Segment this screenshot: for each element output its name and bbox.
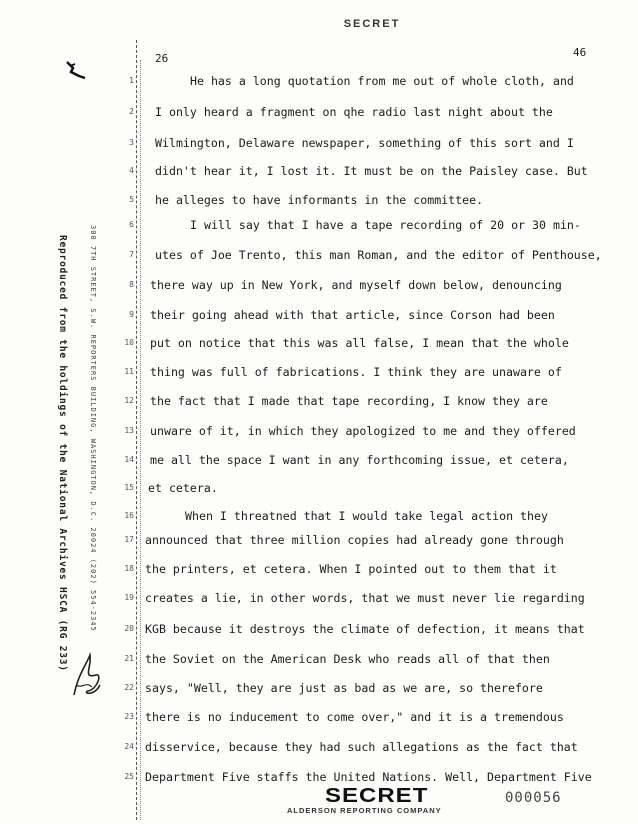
- line-number: 15: [124, 483, 134, 492]
- line-number: 6: [129, 220, 134, 229]
- page-number: 46: [573, 46, 587, 59]
- transcript-line: put on notice that this was all false, I mean that the whole: [150, 336, 569, 350]
- line-number: 17: [124, 535, 134, 544]
- transcript-line: there way up in New York, and myself down below, denouncing: [150, 278, 562, 292]
- line-number: 16: [124, 511, 134, 520]
- transcript-line: me all the space I want in any forthcoming issue, et cetera,: [150, 453, 569, 467]
- line-number: 11: [124, 367, 134, 376]
- transcript-line: thing was full of fabrications. I think they are unaware of: [150, 365, 562, 379]
- transcript-line: their going ahead with that article, since Corson had been: [150, 308, 555, 322]
- transcript-line: unware of it, in which they apologized to me and they offered: [150, 424, 576, 438]
- transcript-line: I only heard a fragment on qhe radio last night about the: [155, 105, 553, 119]
- pen-mark-icon: [65, 58, 87, 80]
- transcript-line: the printers, et cetera. When I pointed out to them that it: [145, 562, 557, 576]
- page-label: 26: [155, 52, 169, 65]
- margin-rule: [136, 40, 137, 820]
- transcript-line: et cetera.: [148, 481, 218, 495]
- line-number: 25: [124, 772, 134, 781]
- transcript-line: Department Five staffs the United Nations. Well, Department Five: [145, 770, 592, 784]
- handwritten-signature: [68, 645, 108, 705]
- line-number: 23: [124, 712, 134, 721]
- line-number: 21: [124, 654, 134, 663]
- archive-provenance-note: Reproduced from the holdings of the National Archives HSCA (RG 233): [57, 235, 68, 672]
- line-number: 19: [124, 593, 134, 602]
- margin-rule-dotted: [140, 60, 141, 820]
- transcript-line: He has a long quotation from me out of whole cloth, and: [190, 74, 574, 88]
- line-number: 9: [129, 310, 134, 319]
- transcript-line: creates a lie, in other words, that we must never lie regarding: [145, 591, 585, 605]
- line-number: 1: [129, 76, 134, 85]
- transcript-line: KGB because it destroys the climate of defection, it means that: [145, 622, 585, 636]
- transcript-line: utes of Joe Trento, this man Roman, and the editor of Penthouse,: [155, 248, 602, 262]
- line-number: 3: [129, 138, 134, 147]
- transcript-line: disservice, because they had such allegations as the fact that: [145, 740, 578, 754]
- line-number: 10: [124, 338, 134, 347]
- reporter-company: ALDERSON REPORTING COMPANY: [287, 806, 442, 815]
- line-number: 8: [129, 280, 134, 289]
- secret-stamp: SECRET: [325, 784, 429, 808]
- reporter-address: 300 7TH STREET, S.W. REPORTERS BUILDING, WASHINGTON, D.C. 20024 (202) 554-2345: [89, 225, 97, 632]
- line-number: 22: [124, 683, 134, 692]
- transcript-line: there is no inducement to come over," and it is a tremendous: [145, 710, 564, 724]
- line-number: 4: [129, 166, 134, 175]
- line-number: 2: [129, 107, 134, 116]
- transcript-line: Wilmington, Delaware newspaper, something of this sort and I: [155, 136, 574, 150]
- transcript-line: announced that three million copies had already gone through: [145, 533, 564, 547]
- transcript-line: I will say that I have a tape recording of 20 or 30 min-: [190, 218, 581, 232]
- transcript-line: didn't hear it, I lost it. It must be on the Paisley case. But: [155, 164, 588, 178]
- line-number: 7: [129, 250, 134, 259]
- line-number: 24: [124, 742, 134, 751]
- transcript-line: the fact that I made that tape recording, I know they are: [150, 394, 548, 408]
- transcript-line: the Soviet on the American Desk who reads all of that then: [145, 652, 550, 666]
- line-number: 14: [124, 455, 134, 464]
- line-number: 5: [129, 195, 134, 204]
- line-number: 18: [124, 564, 134, 573]
- line-number: 13: [124, 426, 134, 435]
- transcript-line: says, "Well, they are just as bad as we are, so therefore: [145, 681, 543, 695]
- top-classification-stamp: SECRET: [343, 18, 401, 30]
- transcript-line: When I threatned that I would take legal action they: [185, 509, 548, 523]
- transcript-line: he alleges to have informants in the committee.: [155, 193, 484, 207]
- line-number: 12: [124, 396, 134, 405]
- line-number: 20: [124, 624, 134, 633]
- document-id: 000056: [505, 790, 562, 806]
